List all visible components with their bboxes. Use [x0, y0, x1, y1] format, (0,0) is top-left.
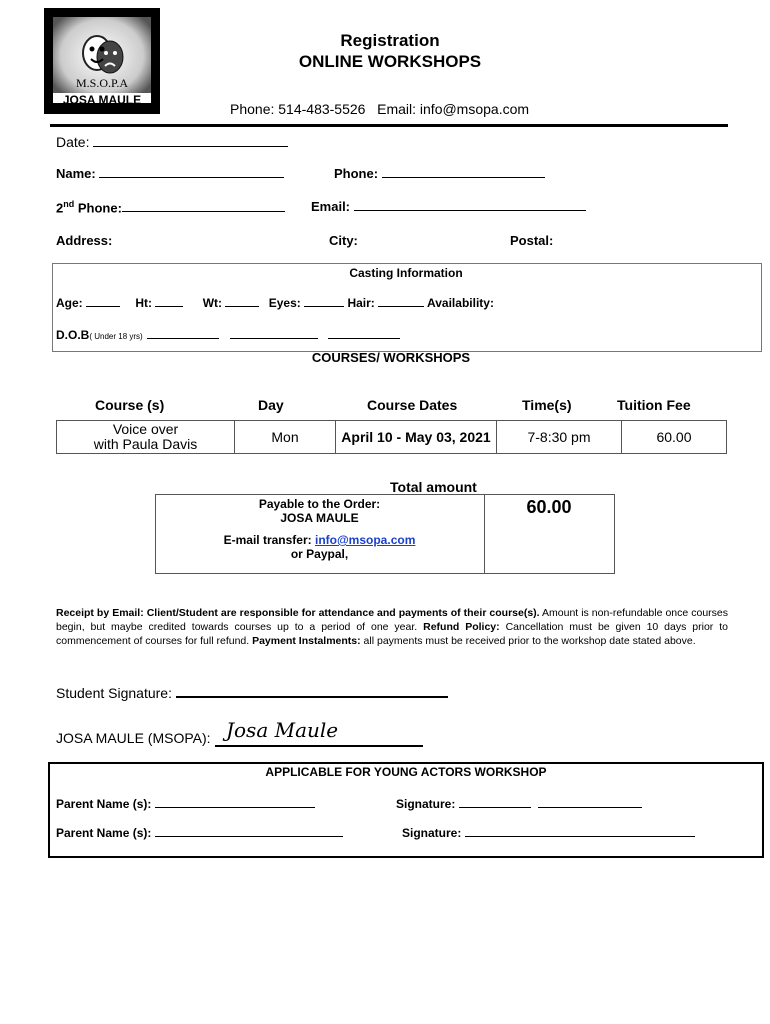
dob-label: D.O.B [56, 328, 90, 342]
courses-title: COURSES/ WORKSHOPS [311, 350, 471, 365]
casting-measurements [56, 296, 494, 310]
courses-table [56, 420, 727, 454]
young-actors-title: APPLICABLE FOR YOUNG ACTORS WORKSHOP [265, 765, 547, 779]
date-field[interactable] [56, 134, 288, 150]
parent-name-field-1[interactable] [56, 797, 315, 811]
receipt-text: Amount is non-refundable once courses begin, but maybe credited towards courses up to a period of one year. [56, 607, 728, 633]
name-label: Name: [56, 166, 96, 181]
day-cell: Mon [235, 421, 336, 454]
date-label: Date: [56, 134, 90, 150]
total-label: Total amount [390, 479, 477, 495]
header-time: Time(s) [522, 397, 572, 413]
instalments-text: all payments must be received prior to the workshop date stated above. [360, 635, 696, 647]
phone-label: Phone: [334, 166, 379, 181]
header-day: Day [258, 397, 284, 413]
table-row [57, 421, 727, 454]
second-phone-field[interactable] [56, 199, 285, 215]
parent-name-label-1: Parent Name (s): [56, 797, 152, 811]
logo-brand: M.S.O.P.A [75, 76, 129, 90]
josa-signature: Josa Maule [226, 718, 339, 742]
page-subtitle: ONLINE WORKSHOPS [298, 52, 482, 71]
student-signature-line [176, 695, 448, 698]
availability-label: Availability: [427, 296, 494, 310]
wt-label: Wt: [202, 296, 223, 310]
postal-label: Postal: [510, 233, 554, 248]
phone-line [382, 176, 545, 178]
name-line [99, 176, 284, 178]
parent-name-label-2: Parent Name (s): [56, 826, 152, 840]
fee-cell: 60.00 [622, 421, 727, 454]
hair-label: Hair: [347, 296, 375, 310]
dates-cell: April 10 - May 03, 2021 [336, 421, 497, 454]
student-signature-field[interactable] [56, 685, 448, 701]
email-line [354, 209, 586, 211]
course-line-1: Voice over [112, 421, 179, 437]
etransfer-email-link[interactable]: info@msopa.com [314, 533, 416, 547]
parent-signature-field-2[interactable] [402, 826, 695, 840]
course-cell [57, 421, 235, 454]
second-phone-sup: nd [63, 199, 75, 209]
header-course: Course (s) [95, 397, 165, 413]
dob-note: ( Under 18 yrs) [89, 332, 143, 341]
header-dates: Course Dates [367, 397, 458, 413]
phone-field[interactable] [334, 166, 545, 181]
student-signature-label: Student Signature: [56, 685, 172, 701]
date-line [93, 145, 288, 147]
policy-text [56, 606, 728, 648]
name-field[interactable] [56, 166, 284, 181]
instalments-bold: Payment Instalments: [252, 635, 361, 647]
eyes-label: Eyes: [268, 296, 301, 310]
email-field[interactable] [311, 199, 586, 214]
logo [44, 8, 160, 114]
theatre-masks-icon [53, 17, 151, 103]
time-cell: 7-8:30 pm [497, 421, 622, 454]
course-line-2: with Paula Davis [93, 436, 198, 452]
header-fee: Tuition Fee [617, 397, 691, 413]
header-divider [50, 124, 728, 127]
city-label: City: [329, 233, 358, 248]
second-phone-line [122, 210, 285, 212]
payable-text [155, 497, 484, 561]
parent-signature-field-1[interactable] [396, 797, 642, 811]
age-label: Age: [56, 296, 83, 310]
page-title: Registration [340, 31, 440, 50]
contact-info: Phone: 514-483-5526 Email: info@msopa.com [230, 101, 530, 117]
etransfer-label: E-mail transfer: [223, 533, 312, 547]
payable-line-1: Payable to the Order: [258, 497, 381, 511]
second-phone-label: Phone: [77, 200, 122, 216]
refund-text: Cancellation must be given 10 days prior to commencement of courses for full refund. [56, 621, 728, 647]
payable-line-2: JOSA MAULE [280, 511, 359, 525]
parent-signature-label-1: Signature: [396, 797, 456, 811]
refund-bold: Refund Policy: [423, 621, 500, 633]
casting-title: Casting Information [349, 266, 463, 280]
parent-name-field-2[interactable] [56, 826, 343, 840]
email-label: Email: [311, 199, 351, 214]
second-phone-num: 2 [56, 200, 64, 216]
etransfer-line [155, 533, 484, 547]
dob-field[interactable] [56, 326, 400, 344]
total-amount: 60.00 [526, 497, 572, 517]
receipt-bold: Receipt by Email: Client/Student are responsible for attendance and payments of their course(s). [56, 607, 540, 619]
josa-signature-line [215, 745, 423, 747]
parent-signature-label-2: Signature: [402, 826, 462, 840]
josa-signature-label: JOSA MAULE (MSOPA): [56, 730, 211, 746]
logo-name: JOSA MAULE [53, 93, 151, 103]
or-paypal: or Paypal, [290, 547, 349, 561]
address-label: Address: [56, 233, 113, 248]
ht-label: Ht: [135, 296, 153, 310]
